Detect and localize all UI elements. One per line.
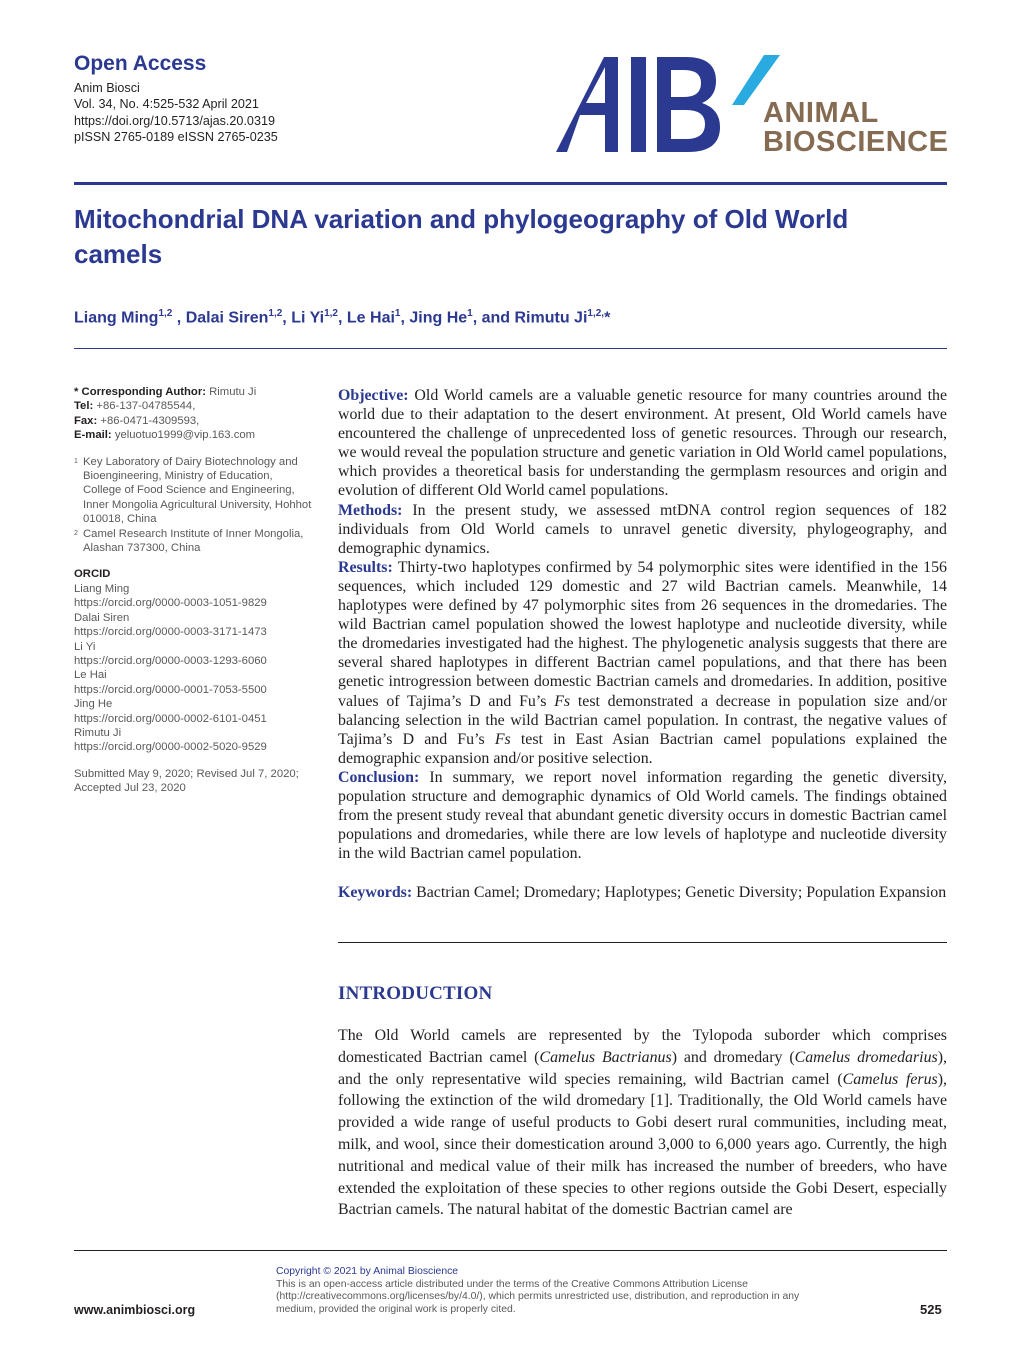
author-name: Jing He [409,309,468,327]
author-name: Liang Ming [74,309,159,327]
fax-label: Fax: [74,414,98,427]
orcid-name: Rimutu Ji [74,726,122,739]
conclusion-label: Conclusion: [338,768,420,786]
journal-issn: pISSN 2765-0189 eISSN 2765-0235 [74,130,278,145]
tel-value: +86-137-04785544, [96,400,196,413]
orcid-link[interactable]: https://orcid.org/0000-0002-6101-0451 [74,712,267,725]
abstract-results [338,558,947,768]
open-access-label: Open Access [74,52,207,75]
orcid-heading [74,567,314,581]
corresponding-name: Rimutu Ji [209,386,257,398]
author-name: Le Hai [346,309,395,327]
species-name: Camelus Bactrianus [539,1048,672,1066]
journal-volume: Vol. 34, No. 4:525-532 April 2021 [74,97,259,112]
introduction-heading: INTRODUCTION [338,983,493,1004]
results-fs-italic: Fs [554,692,571,710]
journal-citation [74,80,278,146]
affiliation-text: Camel Research Institute of Inner Mongolia, Alashan 737300, China [83,527,304,555]
intro-text: ) and dromedary ( [671,1048,795,1066]
orcid-name: Jing He [74,698,113,711]
orcid-link[interactable]: https://orcid.org/0000-0001-7053-5500 [74,683,267,696]
header-divider [74,182,947,185]
affiliation-number: 1 [74,457,78,465]
intro-text: ), and the only representative wild species remaining, wild Bactrian camel ( [338,1048,947,1088]
author-affil-sup: 1,2 [158,308,173,319]
intro-text: The Old World camels are represented by the Tylopoda suborder which comprises domesticated Bactrian camel ( [338,1027,947,1066]
species-name: Camelus dromedarius [794,1048,938,1066]
author-name: Dalai Siren [185,309,269,327]
journal-doi[interactable]: https://doi.org/10.5713/ajas.20.0319 [74,113,275,128]
orcid-name: Liang Ming [74,582,130,595]
author-affil-sup: 1,2 [268,308,283,319]
journal-name: Anim Biosci [74,81,140,95]
author-separator: , [172,309,186,327]
acceptance-date: Accepted Jul 23, 2020 [74,782,186,795]
journal-logo-icon [556,55,786,155]
author-affil-sup: 1 [467,308,473,319]
abstract-conclusion [338,768,947,863]
fax-line [74,414,314,428]
author-affil-sup: 1,2 [324,308,338,319]
objective-label: Objective: [338,387,409,404]
abstract-methods [338,501,947,558]
introduction-body [338,1025,947,1221]
footer-copyright [276,1266,836,1317]
logo-letter-i-icon [631,57,646,152]
methods-text: In the present study, we assessed mtDNA control region sequences of 182 individuals from Old World camels to unravel genetic diversity, phylogeography, and demographic dynamics. [338,501,947,557]
tel-label: Tel: [74,400,94,413]
abstract-divider [338,942,947,943]
email-line [74,428,314,442]
logo-letter-b-icon [657,57,720,152]
tel-line [74,399,314,413]
orcid-link[interactable]: https://orcid.org/0000-0003-3171-1473 [74,626,267,639]
keywords-text: Bactrian Camel; Dromedary; Haplotypes; Genetic Diversity; Population Expansion [412,884,947,902]
keywords-label: Keywords: [338,884,413,902]
corresponding-mark: * [604,309,611,327]
author-name: Rimutu Ji [514,309,588,327]
author-separator: , [400,309,410,327]
species-name: Camelus ferus [842,1070,938,1088]
methods-label: Methods: [338,501,403,519]
abstract [338,386,947,902]
results-label: Results: [338,558,393,576]
logo-word-bioscience: BIOSCIENCE [763,126,949,158]
article-title: Mitochondrial DNA variation and phylogeography of Old World camels [74,204,849,269]
page-number: 525 [920,1302,942,1317]
footer-divider [74,1250,947,1251]
affiliation-1 [74,455,314,527]
affiliation-number: 2 [74,529,78,537]
orcid-link[interactable]: https://orcid.org/0000-0002-5020-9529 [74,741,267,754]
abstract-objective [338,386,947,501]
license-text: This is an open-access article distributed under the terms of the Creative Commons Attribution License (http://creativecommons.org/licenses/by/4.0/), which permits unrestricted use, distribution, and reproduction in any medium, provided the original work is properly cited. [276,1278,800,1316]
results-text: test demonstrated a decrease in population size and/or balancing selection in the wild Bactrian camel population. In contrast, the negative values of Tajima’s D and Fu’s [338,692,947,748]
article-sidebar [74,385,314,796]
affiliation-text: Key Laboratory of Dairy Biotechnology and Bioengineering, Ministry of Education, College of Food Science and Engineering, Inner Mongolia Agricultural University, Hohhot 010018, China [83,455,312,526]
copyright-line: Copyright © 2021 by Animal Bioscience [276,1266,459,1277]
submission-dates: Submitted May 9, 2020; Revised Jul 7, 2020; [74,767,299,780]
author-divider [74,348,947,349]
footer-website-link[interactable]: www.animbiosci.org [74,1303,196,1317]
author-separator: , [338,309,347,327]
author-affil-sup: 1 [394,308,401,319]
author-separator: , [282,309,292,327]
results-fs-italic: Fs [494,730,511,748]
logo-word-animal: ANIMAL [763,97,879,129]
email-label: E-mail: [74,429,112,442]
orcid-link[interactable]: https://orcid.org/0000-0003-1293-6060 [74,654,267,667]
author-list [74,308,610,327]
orcid-name: Li Yi [74,640,96,653]
email-value[interactable]: yeluotuo1999@vip.163.com [114,429,256,442]
author-affil-sup: 1,2, [587,308,605,319]
keywords [338,883,947,902]
orcid-label: ORCID [74,568,111,581]
affiliation-2 [74,527,314,556]
intro-text: ), following the extinction of the wild dromedary [1]. Traditionally, the Old World camels have provided a wide range of useful products to Gobi desert rural communities, including meat, milk, and wool, since their domestication around 3,000 to 6,000 years ago. Currently, the high nutritional and medical value of their milk has increased the number of breeders, who have extended the exploitation of these species to other regions outside the Gobi Desert, especially Bactrian camels. The natural habitat of the domestic Bactrian camel are [338,1070,947,1219]
author-separator: , and [472,309,515,327]
author-name: Li Yi [291,309,325,327]
orcid-link[interactable]: https://orcid.org/0000-0003-1051-9829 [74,597,267,610]
corresponding-label: * Corresponding Author: [74,386,206,398]
orcid-name: Dalai Siren [74,611,130,624]
results-text: test in East Asian Bactrian camel populations explained the demographic expansion and/or positive selection. [338,730,947,767]
orcid-name: Le Hai [74,669,107,682]
logo-letter-a-icon [556,57,618,152]
fax-value: +86-0471-4309593, [100,414,200,427]
conclusion-text: In summary, we report novel information regarding the genetic diversity, population structure and demographic dynamics of Old World camels. The findings obtained from the present study reveal that abundant genetic diversity occurs in domestic Bactrian camel populations and dromedaries, while there are low levels of haplotype and nucleotide diversity in the wild Bactrian camel population. [338,768,947,863]
corresponding-author [74,385,314,399]
objective-text: Old World camels are a valuable genetic resource for many countries around the world due to their adaptation to the desert environment. At present, Old World camels have encountered the challenge of unprecedented loss of genetic resources. Through our research, we would reveal the population structure and genetic variation in Old World camel populations, which provides a theoretical basis for understanding the germplasm resources and origin and evolution of different Old World camel populations. [338,387,947,500]
introduction-paragraph [338,1025,947,1221]
results-text: Thirty-two haplotypes confirmed by 54 polymorphic sites were identified in the 156 sequences, which included 129 domestic and 27 wild Bactrian camels. Meanwhile, 14 haplotypes were defined by 47 polymorphic sites from 26 sequences in the dromedaries. The wild Bactrian camel population showed the lowest haplotype and nucleotide diversity, while the dromedaries investigated had the highest. The phylogenetic analysis suggests that there are several shared haplotypes in different Bactrian camel populations, and that there has been genetic introgression between domestic Bactrian camels and dromedaries. In addition, positive values of Tajima’s D and Fu’s [338,558,947,710]
